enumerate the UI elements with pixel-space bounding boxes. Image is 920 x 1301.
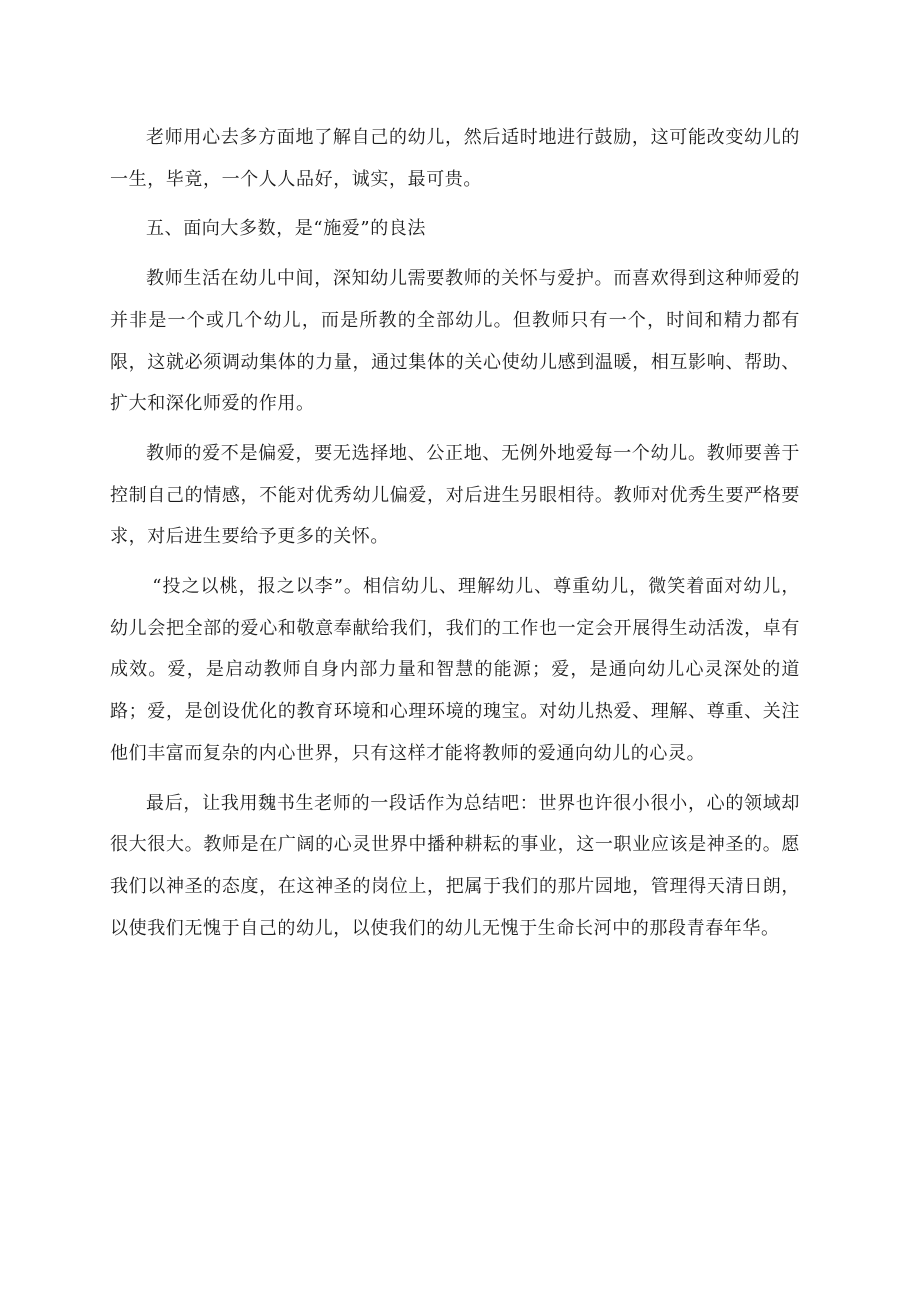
- section-heading-five: 五、面向大多数，是“施爱”的良法: [146, 218, 427, 240]
- paragraph-conclusion: 最后，让我用魏书生老师的一段话作为总结吧：世界也许很小很小，心的领域却很大很大。教师是在广阔的心灵世界中播种耕耘的事业，这一职业应该是神圣的。愿我们以神圣的态度，在这神圣的岗位上，把属于我们的那片园地，管理得天清日朗，以使我们无愧于自己的幼儿，以使我们的幼儿无愧于生命长河中的那段青春年华。: [110, 792, 800, 939]
- paragraph-peach-plum: “投之以桃，报之以李”。相信幼儿、理解幼儿、尊重幼儿，微笑着面对幼儿，幼儿会把全部的爱心和敬意奉献给我们，我们的工作也一定会开展得生动活泼，卓有成效。爱，是启动教师自身内部力量和智慧的能源；爱，是通向幼儿心灵深处的道路；爱，是创设优化的教育环境和心理环境的瑰宝。对幼儿热爱、理解、尊重、关注他们丰富而复杂的内心世界，只有这样才能将教师的爱通向幼儿的心灵。: [110, 576, 800, 764]
- paragraph-no-favoritism: 教师的爱不是偏爱，要无选择地、公正地、无例外地爱每一个幼儿。教师要善于控制自己的情感，不能对优秀幼儿偏爱，对后进生另眼相待。教师对优秀生要严格要求，对后进生要给予更多的关怀。: [110, 442, 800, 548]
- paragraph-encouragement: 老师用心去多方面地了解自己的幼儿，然后适时地进行鼓励，这可能改变幼儿的一生，毕竟，一个人人品好，诚实，最可贵。: [110, 127, 800, 190]
- paragraph-collective-care: 教师生活在幼儿中间，深知幼儿需要教师的关怀与爱护。而喜欢得到这种师爱的并非是一个或几个幼儿，而是所教的全部幼儿。但教师只有一个，时间和精力都有限，这就必须调动集体的力量，通过集体的关心使幼儿感到温暖，相互影响、帮助、扩大和深化师爱的作用。: [110, 268, 800, 415]
- document-body: [110, 117, 800, 949]
